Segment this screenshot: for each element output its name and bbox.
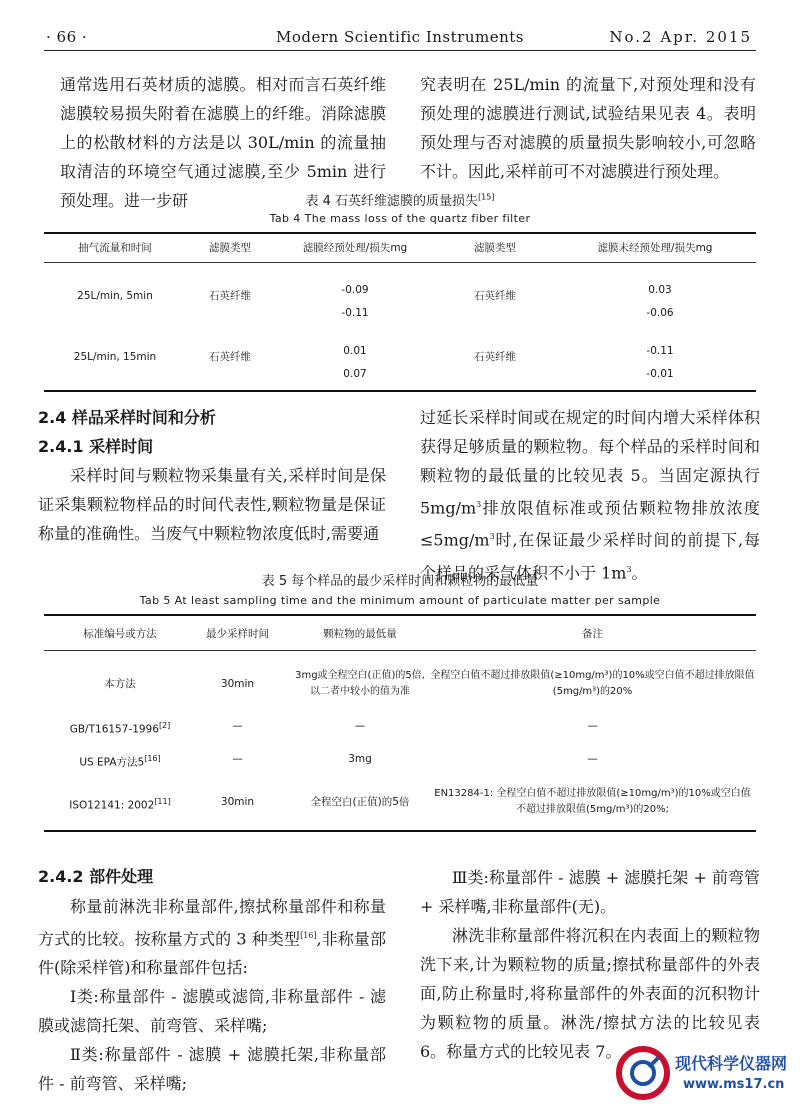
table5-top-rule	[44, 614, 756, 616]
table4-cell: 25L/min, 5min	[77, 290, 153, 302]
table4-bottom-rule	[44, 390, 756, 392]
table5-cell: 30min	[220, 796, 255, 808]
table4-cell: 石英纤维	[474, 290, 516, 302]
table5-cell: 3mg或全程空白(正值)的5倍,以二者中较小的值为准	[295, 670, 425, 697]
subsection-heading: 2.4.1 采样时间	[38, 437, 154, 456]
table5-header: 最少采样时间	[206, 628, 269, 640]
table4-header-rule	[44, 262, 756, 263]
table4-cell: -0.06	[646, 307, 674, 319]
table4-header: 滤膜经预处理/损失mg	[302, 242, 408, 254]
table5-cell: —	[232, 720, 243, 732]
table4-cell: 石英纤维	[209, 290, 251, 302]
site-watermark	[613, 1037, 788, 1107]
watermark-name: 现代科学仪器网	[675, 1054, 788, 1073]
table4-header: 滤膜未经预处理/损失mg	[597, 242, 713, 254]
page-number: · 66 ·	[46, 28, 88, 46]
table5-bottom-rule	[44, 830, 756, 832]
watermark-url: www.ms17.cn	[683, 1077, 785, 1092]
table4-header: 抽气流量和时间	[78, 242, 152, 254]
mid-left-paragraph: 采样时间与颗粒物采集量有关,采样时间是保证采集颗粒物样品的时间代表性,颗粒物量是保证称量的准确性。当废气中颗粒物浓度低时,需要通	[38, 466, 386, 543]
mid-right-paragraph: 过延长采样时间或在规定的时间内增大采样体积获得足够质量的颗粒物。每个样品的采样时间和颗粒物的最低量的比较见表 5。当固定源执行 $5mg/m^3$排放限值标准或预估颗粒物排放浓度$\le 5mg/m^3$时,在保证最少采样时间的前提下,每个样品的采气体积不小于 $1m^3$。	[420, 408, 760, 582]
table4-cell: 0.07	[343, 368, 367, 380]
bottom-left-paragraph: 称量前淋洗非称量部件,擦拭称量部件和称量方式的比较。按称量方式的 3 种类型[16],非称量部件(除采样管)和称量部件包括: Ⅰ类:称量部件 - 滤膜或滤筒,非称量部件 - 滤膜或滤筒托架、前弯管、采样嘴; Ⅱ类:称量部件 - 滤膜 + 滤膜托架,非称量部件 - 前弯管、采样嘴;	[38, 897, 386, 1094]
table5-caption-cn: 表 5 每个样品的最少采样时间和颗粒物的最低量	[261, 574, 539, 589]
table4-cell: 0.03	[648, 284, 672, 296]
issue-info: No.2 Apr. 2015	[609, 28, 752, 46]
bottom-right-paragraph: Ⅲ类:称量部件 - 滤膜 + 滤膜托架 + 前弯管 + 采样嘴,非称量部件(无)。 淋洗非称量部件将沉积在内表面上的颗粒物洗下来,计为颗粒物的质量;擦拭称量部件的外表面,防止称量时,将称量部件的外表面的沉积物计为颗粒物的质量。淋洗/擦拭方法的比较见表 6。称量方式的比较见表 7。	[420, 868, 760, 1061]
table5-header: 颗粒物的最低量	[323, 628, 397, 640]
table4-header: 滤膜类型	[474, 242, 516, 254]
table5-header-rule	[44, 650, 756, 651]
table4-cell: -0.11	[341, 307, 369, 319]
table4-cell: 石英纤维	[209, 351, 251, 363]
table5-cell: —	[587, 753, 598, 765]
table5-cell: —	[232, 753, 243, 765]
section-heading: 2.4 样品采样时间和分析	[38, 408, 216, 427]
table4-cell: 0.01	[343, 345, 367, 357]
table4-header: 滤膜类型	[209, 242, 251, 254]
table5-cell: EN13284-1: 全程空白值不超过排放限值(≥10mg/m³)的10%或空白值不超过排放限值(5mg/m³)的20%;	[434, 788, 751, 815]
table4-cell: -0.09	[341, 284, 369, 296]
table5-cell: 全程空白(正值)的5倍	[310, 796, 410, 808]
table5-cell: US EPA方法5[16]	[79, 754, 161, 769]
top-right-paragraph: 究表明在 25L/min 的流量下,对预处理和没有预处理的滤膜进行测试,试验结果见表 4。表明预处理与否对滤膜的质量损失影响较小,可忽略不计。因此,采样前可不对滤膜进行预处理。	[420, 75, 756, 181]
subsection-heading: 2.4.2 部件处理	[38, 867, 154, 886]
table4-cell: -0.11	[646, 345, 674, 357]
table4-caption-cn: 表 4 石英纤维滤膜的质量损失[15]	[305, 192, 495, 209]
table5-header: 标准编号或方法	[83, 628, 157, 640]
journal-title: Modern Scientific Instruments	[276, 28, 524, 46]
table5-caption-en: Tab 5 At least sampling time and the minimum amount of particulate matter per sample	[139, 594, 661, 607]
table5-cell: 30min	[220, 678, 255, 690]
table5-cell: 3mg	[348, 753, 372, 765]
table4-cell: -0.01	[646, 368, 674, 380]
table5-cell: 本方法	[104, 678, 136, 690]
table4-top-rule	[44, 232, 756, 234]
table5-cell: ISO12141: 2002[11]	[69, 797, 171, 812]
top-left-paragraph: 通常选用石英材质的滤膜。相对而言石英纤维滤膜较易损失附着在滤膜上的纤维。消除滤膜上的松散材料的方法是以 30L/min 的流量抽取清洁的环境空气通过滤膜,至少 5min 进行预处理。进一步研	[60, 75, 386, 210]
table5-cell: GB/T16157-1996[2]	[69, 721, 171, 736]
watermark-logo-icon	[613, 1043, 673, 1103]
table4-caption-en: Tab 4 The mass loss of the quartz fiber filter	[269, 212, 531, 225]
table5-cell: 全程空白值不超过排放限值(≥10mg/m³)的10%或空白值不超过排放限值(5mg/m³)的20%	[430, 670, 755, 697]
header-rule	[44, 50, 756, 51]
table5-header: 备注	[582, 628, 603, 640]
table5-cell: —	[587, 720, 598, 732]
table4-cell: 石英纤维	[474, 351, 516, 363]
table5-cell: —	[354, 720, 366, 732]
table4-cell: 25L/min, 15min	[73, 351, 157, 363]
